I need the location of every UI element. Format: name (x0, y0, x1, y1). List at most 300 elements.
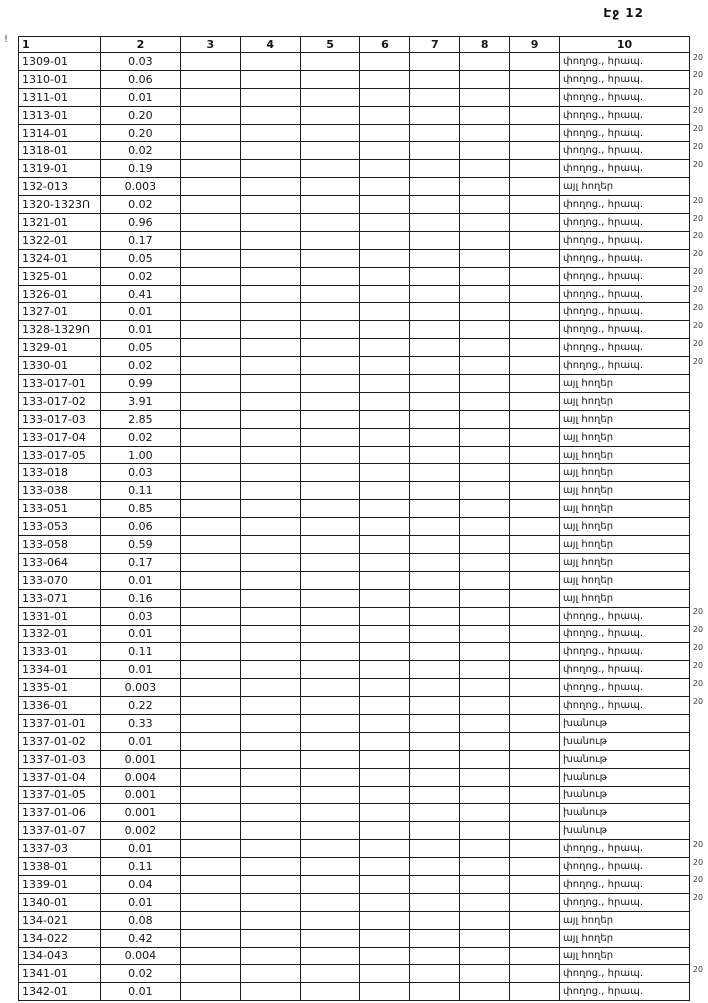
area-value-cell: 0.16 (100, 589, 180, 607)
land-use-cell: փողոց., հրապ. (560, 160, 690, 178)
margin-mark: 20 (692, 141, 704, 151)
empty-cell (300, 875, 360, 893)
parcel-code-cell: 1324-01 (19, 249, 101, 267)
area-value-cell: 0.01 (100, 983, 180, 1001)
margin-mark: 20 (692, 356, 704, 366)
land-use-cell: փողոց., հրապ. (560, 875, 690, 893)
table-row (19, 53, 708, 71)
empty-cell (180, 482, 240, 500)
land-use-cell: խանութ (560, 750, 690, 768)
empty-cell (510, 697, 560, 715)
empty-cell (180, 231, 240, 249)
table-row (19, 428, 708, 446)
empty-cell (410, 643, 460, 661)
land-use-cell: այլ հողեր (560, 375, 690, 393)
table-row (19, 625, 708, 643)
empty-cell (410, 625, 460, 643)
empty-cell (510, 643, 560, 661)
empty-cell (460, 428, 510, 446)
land-use-cell: այլ հողեր (560, 589, 690, 607)
empty-cell (180, 804, 240, 822)
empty-cell (460, 768, 510, 786)
parcel-code-cell: 1337-01-04 (19, 768, 101, 786)
table-row (19, 804, 708, 822)
area-value-cell: 0.001 (100, 804, 180, 822)
empty-cell (360, 339, 410, 357)
empty-cell (510, 965, 560, 983)
empty-cell (460, 750, 510, 768)
empty-cell (510, 142, 560, 160)
empty-cell (240, 911, 300, 929)
land-use-cell: փողոց., հրապ. (560, 142, 690, 160)
empty-cell (180, 214, 240, 232)
parcel-code-cell: 133-017-02 (19, 392, 101, 410)
empty-cell (300, 70, 360, 88)
table-row (19, 929, 708, 947)
empty-cell (300, 714, 360, 732)
parcel-code-cell: 1340-01 (19, 893, 101, 911)
empty-cell (180, 160, 240, 178)
empty-cell (360, 536, 410, 554)
empty-cell (510, 875, 560, 893)
area-value-cell: 2.85 (100, 410, 180, 428)
empty-cell (240, 822, 300, 840)
empty-cell (360, 375, 410, 393)
empty-cell (300, 53, 360, 71)
empty-cell (510, 482, 560, 500)
margin-mark (689, 750, 707, 768)
empty-cell (460, 446, 510, 464)
parcel-code-cell: 133-051 (19, 500, 101, 518)
empty-cell (240, 482, 300, 500)
parcel-code-cell: 1332-01 (19, 625, 101, 643)
table-row (19, 536, 708, 554)
land-use-cell: փողոց., հրապ. (560, 607, 690, 625)
empty-cell (240, 661, 300, 679)
table-row (19, 321, 708, 339)
area-value-cell: 0.11 (100, 643, 180, 661)
margin-mark (689, 983, 707, 1001)
table-row (19, 661, 708, 679)
empty-cell (460, 321, 510, 339)
empty-cell (510, 357, 560, 375)
empty-cell (240, 53, 300, 71)
empty-cell (460, 875, 510, 893)
table-row (19, 303, 708, 321)
empty-cell (410, 214, 460, 232)
table-row (19, 822, 708, 840)
parcel-code-cell: 133-017-03 (19, 410, 101, 428)
empty-cell (460, 893, 510, 911)
empty-cell (180, 571, 240, 589)
land-use-cell: այլ հողեր (560, 553, 690, 571)
margin-mark: 20 (692, 964, 704, 974)
parcel-code-cell: 1325-01 (19, 267, 101, 285)
empty-cell (300, 911, 360, 929)
area-value-cell: 0.01 (100, 303, 180, 321)
empty-cell (360, 714, 410, 732)
empty-cell (360, 285, 410, 303)
empty-cell (360, 124, 410, 142)
area-value-cell: 0.02 (100, 267, 180, 285)
table-row (19, 965, 708, 983)
empty-cell (360, 160, 410, 178)
empty-cell (240, 947, 300, 965)
empty-cell (180, 410, 240, 428)
empty-cell (460, 106, 510, 124)
table-row (19, 392, 708, 410)
area-value-cell: 0.08 (100, 911, 180, 929)
empty-cell (410, 840, 460, 858)
parcel-code-cell: 133-017-01 (19, 375, 101, 393)
empty-cell (240, 929, 300, 947)
parcel-code-cell: 1329-01 (19, 339, 101, 357)
empty-cell (240, 106, 300, 124)
table-row (19, 607, 708, 625)
area-value-cell: 0.17 (100, 231, 180, 249)
empty-cell (180, 53, 240, 71)
empty-cell (410, 70, 460, 88)
margin-mark: 20 (692, 231, 704, 241)
area-value-cell: 0.06 (100, 70, 180, 88)
empty-cell (360, 750, 410, 768)
empty-cell (360, 804, 410, 822)
empty-cell (180, 321, 240, 339)
margin-mark (689, 553, 707, 571)
parcel-code-cell: 1311-01 (19, 88, 101, 106)
empty-cell (510, 339, 560, 357)
parcel-code-cell: 1322-01 (19, 231, 101, 249)
parcel-code-cell: 1314-01 (19, 124, 101, 142)
land-use-cell: փողոց., հրապ. (560, 321, 690, 339)
empty-cell (180, 446, 240, 464)
land-use-cell: փողոց., հրապ. (560, 339, 690, 357)
empty-cell (180, 464, 240, 482)
empty-cell (300, 786, 360, 804)
land-use-cell: այլ հողեր (560, 911, 690, 929)
empty-cell (360, 231, 410, 249)
empty-cell (460, 303, 510, 321)
parcel-code-cell: 1313-01 (19, 106, 101, 124)
margin-mark (689, 375, 707, 393)
empty-cell (410, 607, 460, 625)
area-value-cell: 0.01 (100, 321, 180, 339)
empty-cell (300, 178, 360, 196)
header-row (19, 37, 708, 53)
empty-cell (460, 500, 510, 518)
column-header-3: 3 (180, 37, 240, 53)
empty-cell (510, 321, 560, 339)
table-row (19, 196, 708, 214)
area-value-cell: 0.22 (100, 697, 180, 715)
empty-cell (510, 392, 560, 410)
column-header-9: 9 (510, 37, 560, 53)
land-use-cell: փողոց., հրապ. (560, 357, 690, 375)
parcel-code-cell: 133-017-05 (19, 446, 101, 464)
empty-cell (360, 196, 410, 214)
area-value-cell: 0.03 (100, 53, 180, 71)
area-value-cell: 0.20 (100, 124, 180, 142)
table-row (19, 589, 708, 607)
parcel-code-cell: 1318-01 (19, 142, 101, 160)
land-use-cell: այլ հողեր (560, 446, 690, 464)
empty-cell (180, 428, 240, 446)
parcel-code-cell: 133-053 (19, 518, 101, 536)
empty-cell (300, 679, 360, 697)
empty-cell (360, 392, 410, 410)
margin-mark: 20 (692, 88, 704, 98)
empty-cell (300, 392, 360, 410)
empty-cell (300, 321, 360, 339)
land-use-cell: այլ հողեր (560, 500, 690, 518)
scan-stray-mark: ! (4, 34, 9, 45)
empty-cell (410, 786, 460, 804)
empty-cell (410, 160, 460, 178)
margin-header (689, 37, 707, 53)
empty-cell (240, 893, 300, 911)
empty-cell (510, 428, 560, 446)
empty-cell (460, 70, 510, 88)
empty-cell (180, 70, 240, 88)
area-value-cell: 0.001 (100, 786, 180, 804)
empty-cell (180, 392, 240, 410)
empty-cell (300, 840, 360, 858)
margin-mark (689, 804, 707, 822)
empty-cell (410, 875, 460, 893)
margin-mark: 20 (692, 338, 704, 348)
empty-cell (460, 464, 510, 482)
margin-mark: 20 (692, 159, 704, 169)
empty-cell (180, 786, 240, 804)
empty-cell (460, 607, 510, 625)
empty-cell (460, 732, 510, 750)
empty-cell (510, 375, 560, 393)
empty-cell (410, 375, 460, 393)
empty-cell (360, 53, 410, 71)
parcel-code-cell: 1337-01-01 (19, 714, 101, 732)
empty-cell (360, 661, 410, 679)
parcel-code-cell: 1331-01 (19, 607, 101, 625)
area-value-cell: 0.41 (100, 285, 180, 303)
table-row (19, 410, 708, 428)
parcel-code-cell: 1337-01-05 (19, 786, 101, 804)
empty-cell (360, 589, 410, 607)
empty-cell (240, 679, 300, 697)
empty-cell (360, 768, 410, 786)
empty-cell (360, 321, 410, 339)
table-row (19, 983, 708, 1001)
empty-cell (460, 142, 510, 160)
empty-cell (180, 983, 240, 1001)
empty-cell (460, 124, 510, 142)
empty-cell (360, 142, 410, 160)
land-use-cell: փողոց., հրապ. (560, 965, 690, 983)
margin-mark (689, 392, 707, 410)
empty-cell (460, 965, 510, 983)
empty-cell (510, 571, 560, 589)
empty-cell (360, 929, 410, 947)
table-row (19, 88, 708, 106)
empty-cell (410, 231, 460, 249)
margin-mark: 20 (692, 857, 704, 867)
empty-cell (360, 643, 410, 661)
empty-cell (360, 858, 410, 876)
empty-cell (410, 804, 460, 822)
table-row (19, 339, 708, 357)
empty-cell (510, 231, 560, 249)
empty-cell (360, 911, 410, 929)
empty-cell (240, 786, 300, 804)
empty-cell (410, 768, 460, 786)
empty-cell (460, 929, 510, 947)
area-value-cell: 0.02 (100, 196, 180, 214)
area-value-cell: 0.001 (100, 750, 180, 768)
empty-cell (300, 464, 360, 482)
area-value-cell: 0.06 (100, 518, 180, 536)
empty-cell (180, 714, 240, 732)
empty-cell (240, 267, 300, 285)
margin-mark: 20 (692, 195, 704, 205)
land-use-cell: փողոց., հրապ. (560, 679, 690, 697)
empty-cell (180, 661, 240, 679)
table-row (19, 947, 708, 965)
area-value-cell: 0.05 (100, 339, 180, 357)
land-use-cell: փողոց., հրապ. (560, 196, 690, 214)
column-header-7: 7 (410, 37, 460, 53)
parcel-code-cell: 1326-01 (19, 285, 101, 303)
land-use-cell: փողոց., հրապ. (560, 983, 690, 1001)
margin-mark: 20 (692, 124, 704, 134)
empty-cell (300, 929, 360, 947)
empty-cell (510, 822, 560, 840)
land-use-cell: խանութ (560, 732, 690, 750)
empty-cell (360, 410, 410, 428)
margin-mark (689, 446, 707, 464)
table-row (19, 840, 708, 858)
empty-cell (460, 357, 510, 375)
parcel-code-cell: 133-058 (19, 536, 101, 554)
empty-cell (460, 553, 510, 571)
empty-cell (180, 303, 240, 321)
empty-cell (410, 339, 460, 357)
area-value-cell: 0.05 (100, 249, 180, 267)
empty-cell (300, 357, 360, 375)
empty-cell (460, 196, 510, 214)
area-value-cell: 0.004 (100, 947, 180, 965)
empty-cell (240, 589, 300, 607)
land-use-cell: այլ հողեր (560, 410, 690, 428)
table-row (19, 732, 708, 750)
area-value-cell: 0.01 (100, 88, 180, 106)
empty-cell (240, 375, 300, 393)
empty-cell (180, 178, 240, 196)
empty-cell (360, 607, 410, 625)
land-parcel-table (18, 36, 708, 1001)
empty-cell (300, 446, 360, 464)
empty-cell (240, 303, 300, 321)
page-number: Էջ 12 (603, 6, 644, 20)
land-use-cell: խանութ (560, 822, 690, 840)
land-use-cell: փողոց., հրապ. (560, 88, 690, 106)
parcel-code-cell: 1337-03 (19, 840, 101, 858)
land-use-cell: փողոց., հրապ. (560, 124, 690, 142)
parcel-code-cell: 1337-01-02 (19, 732, 101, 750)
empty-cell (410, 929, 460, 947)
empty-cell (300, 285, 360, 303)
margin-mark: 20 (692, 839, 704, 849)
empty-cell (300, 858, 360, 876)
empty-cell (460, 160, 510, 178)
parcel-code-cell: 1335-01 (19, 679, 101, 697)
margin-mark (689, 518, 707, 536)
empty-cell (240, 142, 300, 160)
margin-mark (689, 536, 707, 554)
empty-cell (510, 947, 560, 965)
empty-cell (300, 571, 360, 589)
empty-cell (360, 893, 410, 911)
table-row (19, 571, 708, 589)
empty-cell (240, 464, 300, 482)
area-value-cell: 0.11 (100, 858, 180, 876)
parcel-code-cell: 1330-01 (19, 357, 101, 375)
empty-cell (180, 196, 240, 214)
empty-cell (300, 410, 360, 428)
empty-cell (240, 571, 300, 589)
empty-cell (360, 249, 410, 267)
empty-cell (300, 893, 360, 911)
empty-cell (460, 249, 510, 267)
empty-cell (240, 88, 300, 106)
land-use-cell: այլ հողեր (560, 536, 690, 554)
empty-cell (410, 88, 460, 106)
empty-cell (180, 607, 240, 625)
land-use-cell: փողոց., հրապ. (560, 661, 690, 679)
empty-cell (240, 858, 300, 876)
empty-cell (300, 142, 360, 160)
empty-cell (180, 822, 240, 840)
parcel-code-cell: 1342-01 (19, 983, 101, 1001)
empty-cell (360, 428, 410, 446)
parcel-code-cell: 133-038 (19, 482, 101, 500)
parcel-code-cell: 1336-01 (19, 697, 101, 715)
parcel-code-cell: 1328-1329Ո (19, 321, 101, 339)
empty-cell (510, 518, 560, 536)
area-value-cell: 0.17 (100, 553, 180, 571)
parcel-code-cell: 1339-01 (19, 875, 101, 893)
table-row (19, 893, 708, 911)
table-row (19, 553, 708, 571)
empty-cell (410, 267, 460, 285)
margin-mark: 20 (692, 70, 704, 80)
empty-cell (180, 875, 240, 893)
empty-cell (360, 70, 410, 88)
empty-cell (180, 536, 240, 554)
empty-cell (410, 142, 460, 160)
empty-cell (360, 88, 410, 106)
empty-cell (360, 446, 410, 464)
empty-cell (410, 679, 460, 697)
land-use-cell: խանութ (560, 786, 690, 804)
land-use-cell: այլ հողեր (560, 392, 690, 410)
empty-cell (240, 536, 300, 554)
empty-cell (240, 983, 300, 1001)
empty-cell (410, 858, 460, 876)
empty-cell (300, 768, 360, 786)
area-value-cell: 0.02 (100, 965, 180, 983)
empty-cell (240, 285, 300, 303)
empty-cell (460, 267, 510, 285)
empty-cell (300, 267, 360, 285)
